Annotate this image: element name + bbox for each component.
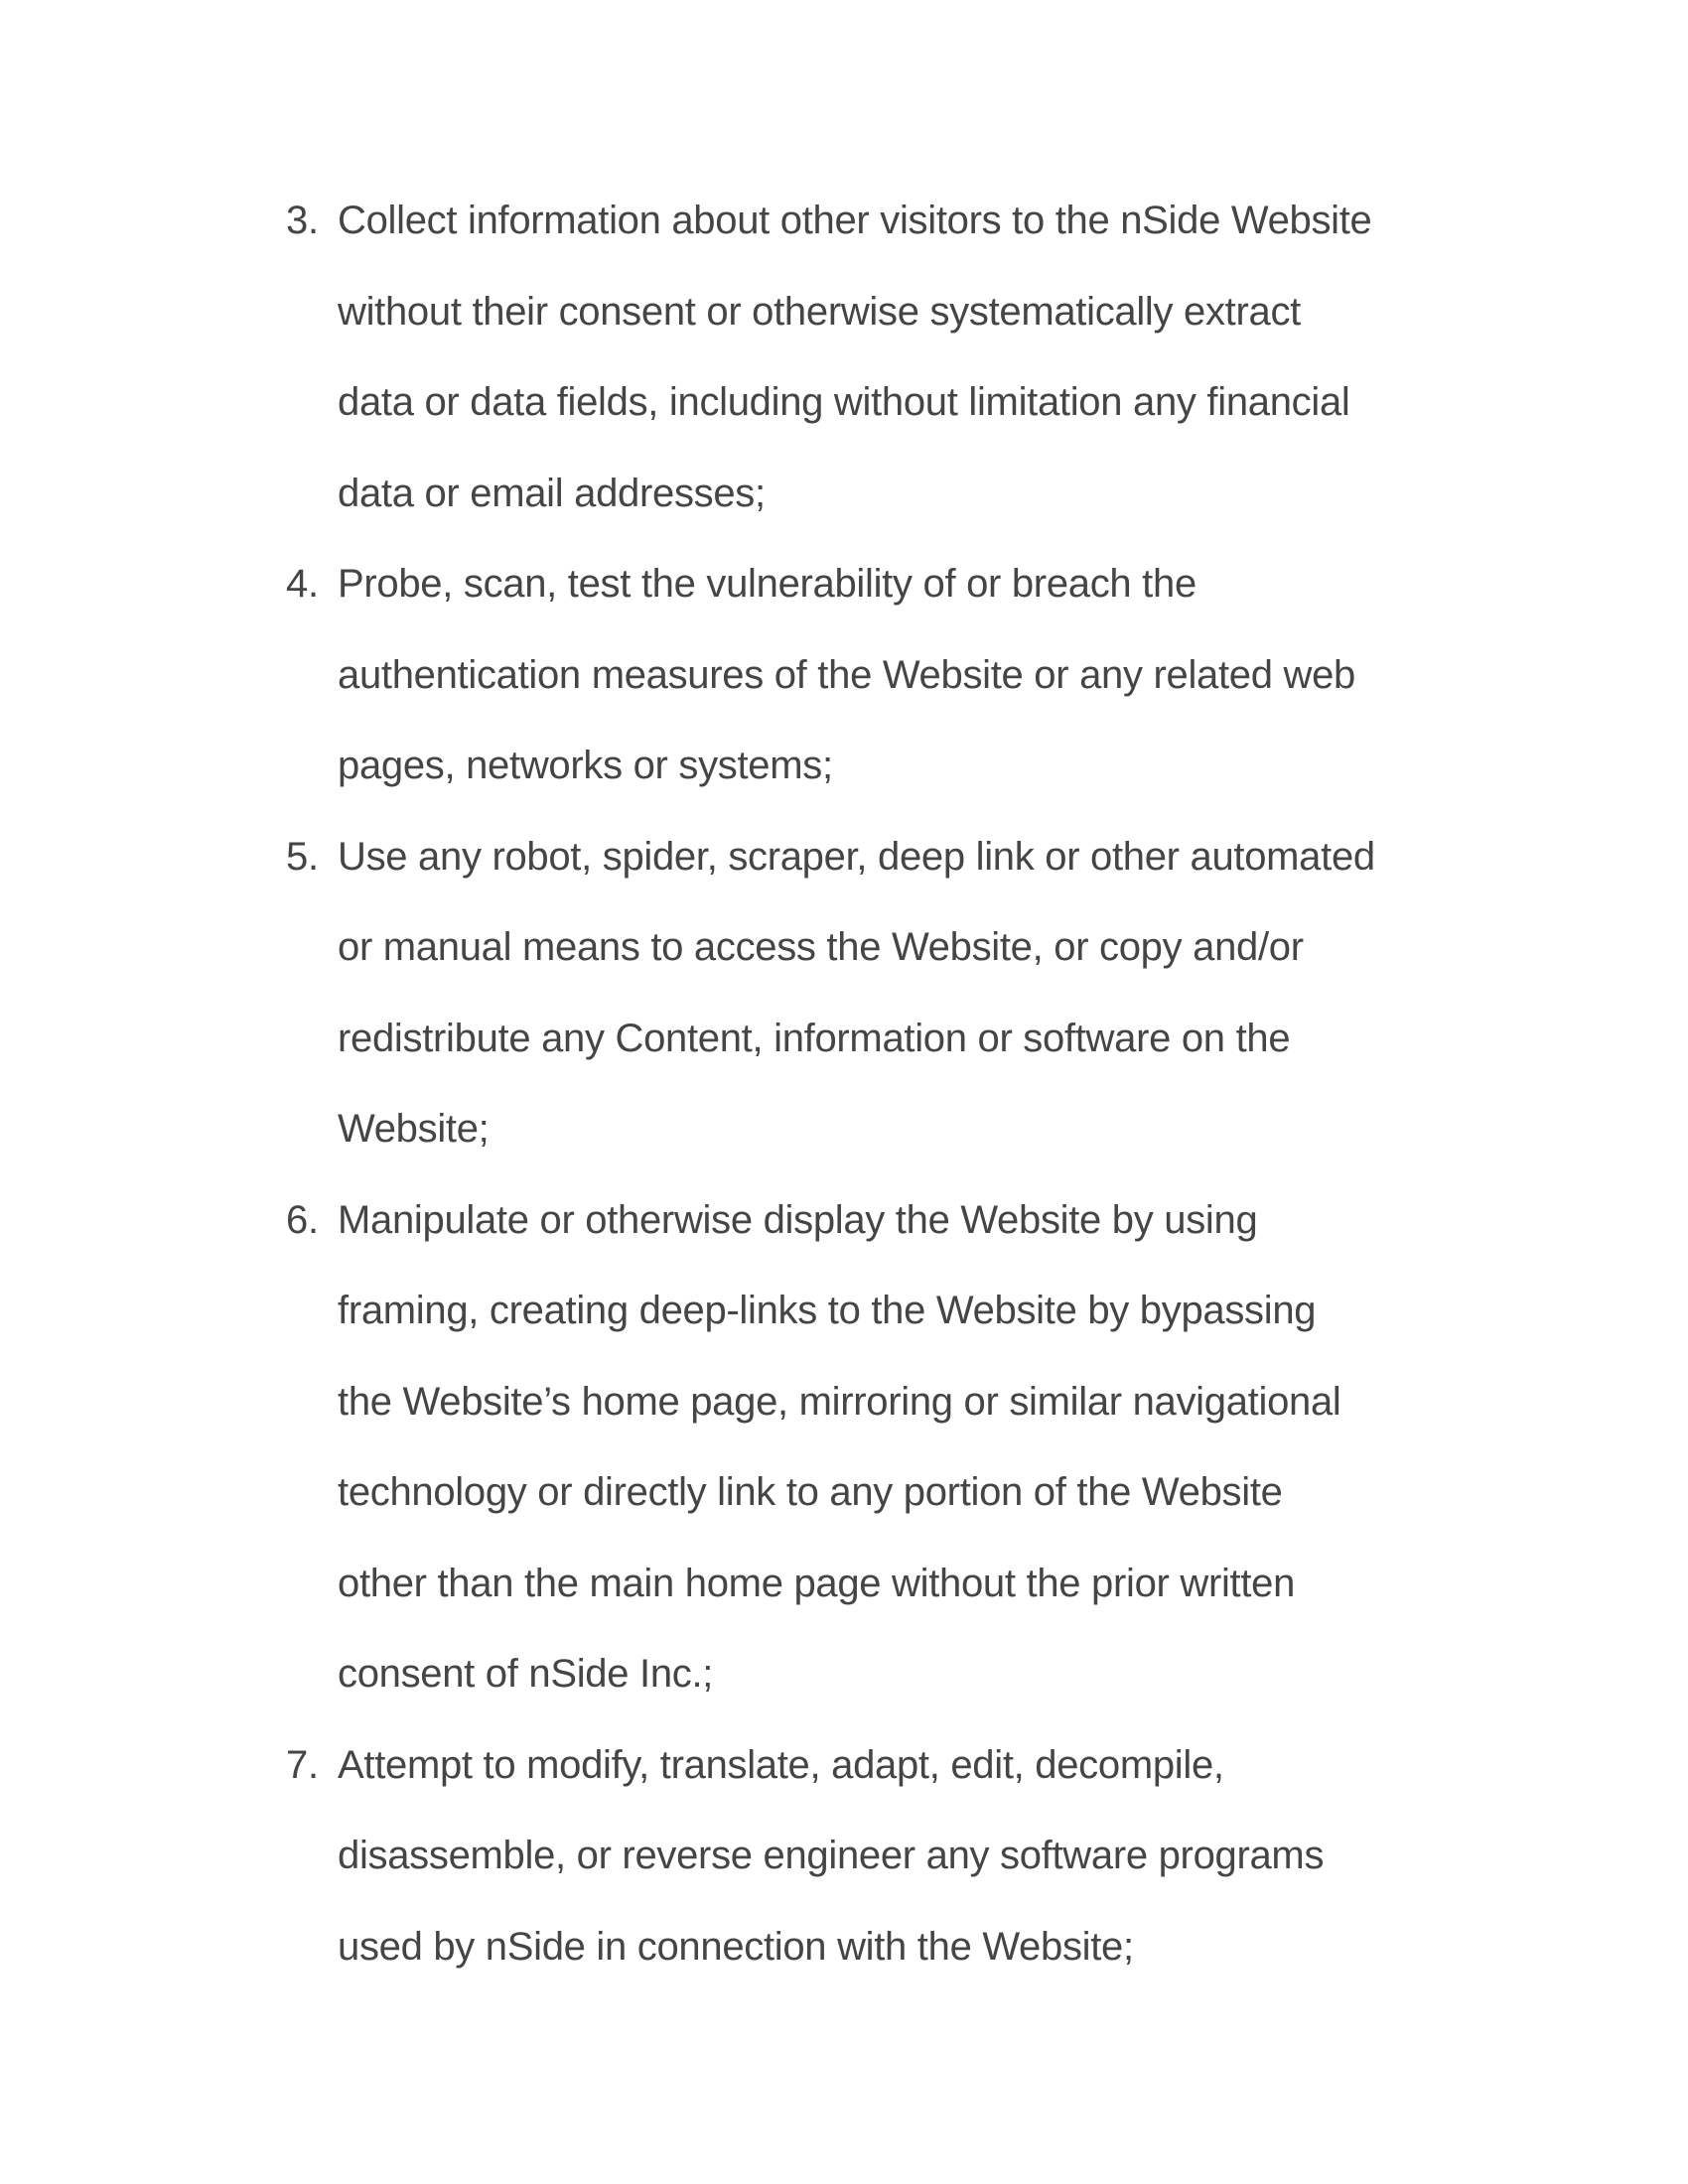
text-line: used by nSide in connection with the Website; <box>338 1924 1134 1969</box>
list-item-3 <box>286 176 1507 539</box>
list-item-text <box>338 1720 1507 1993</box>
text-line: technology or directly link to any portion of the Website <box>338 1470 1283 1514</box>
text-line: pages, networks or systems; <box>338 744 833 787</box>
text-line: disassemble, or reverse engineer any software programs <box>338 1834 1325 1877</box>
list-item-text <box>338 539 1507 812</box>
list-item-number: 6. <box>286 1197 319 1242</box>
text-line: authentication measures of the Website or any related web <box>338 652 1355 697</box>
text-line: the Website’s home page, mirroring or similar navigational <box>338 1379 1341 1424</box>
text-line: or manual means to access the Website, or copy and/or <box>338 925 1304 969</box>
list-item-number: 7. <box>286 1742 319 1787</box>
list-item-5 <box>286 812 1507 1175</box>
list-item-4 <box>286 539 1507 812</box>
text-line: Manipulate or otherwise display the Website by using <box>338 1197 1258 1242</box>
list-item-6 <box>286 1175 1507 1720</box>
text-line: Collect information about other visitors to the nSide Website <box>338 199 1372 242</box>
text-line: Probe, scan, test the vulnerability of or breach the <box>338 562 1196 606</box>
list-item-text <box>338 176 1507 539</box>
text-line: Use any robot, spider, scraper, deep link or other automated <box>338 834 1375 879</box>
list-item-text <box>338 1175 1507 1720</box>
text-line: without their consent or otherwise systematically extract <box>338 289 1301 334</box>
text-line: consent of nSide Inc.; <box>338 1652 714 1696</box>
list-item-7 <box>286 1720 1507 1993</box>
text-line: framing, creating deep-links to the Website by bypassing <box>338 1289 1317 1332</box>
text-line: data or email addresses; <box>338 471 766 515</box>
text-line: Website; <box>338 1107 490 1151</box>
text-line: other than the main home page without the prior written <box>338 1561 1296 1605</box>
list-item-number: 5. <box>286 834 319 879</box>
text-line: redistribute any Content, information or software on the <box>338 1016 1291 1060</box>
text-line: data or data fields, including without limitation any financial <box>338 380 1350 424</box>
list-item-number: 3. <box>286 199 319 242</box>
list-item-number: 4. <box>286 562 319 606</box>
prohibited-uses-list <box>286 176 1507 1992</box>
list-item-text <box>338 812 1507 1175</box>
text-line: Attempt to modify, translate, adapt, edit, decompile, <box>338 1742 1224 1787</box>
